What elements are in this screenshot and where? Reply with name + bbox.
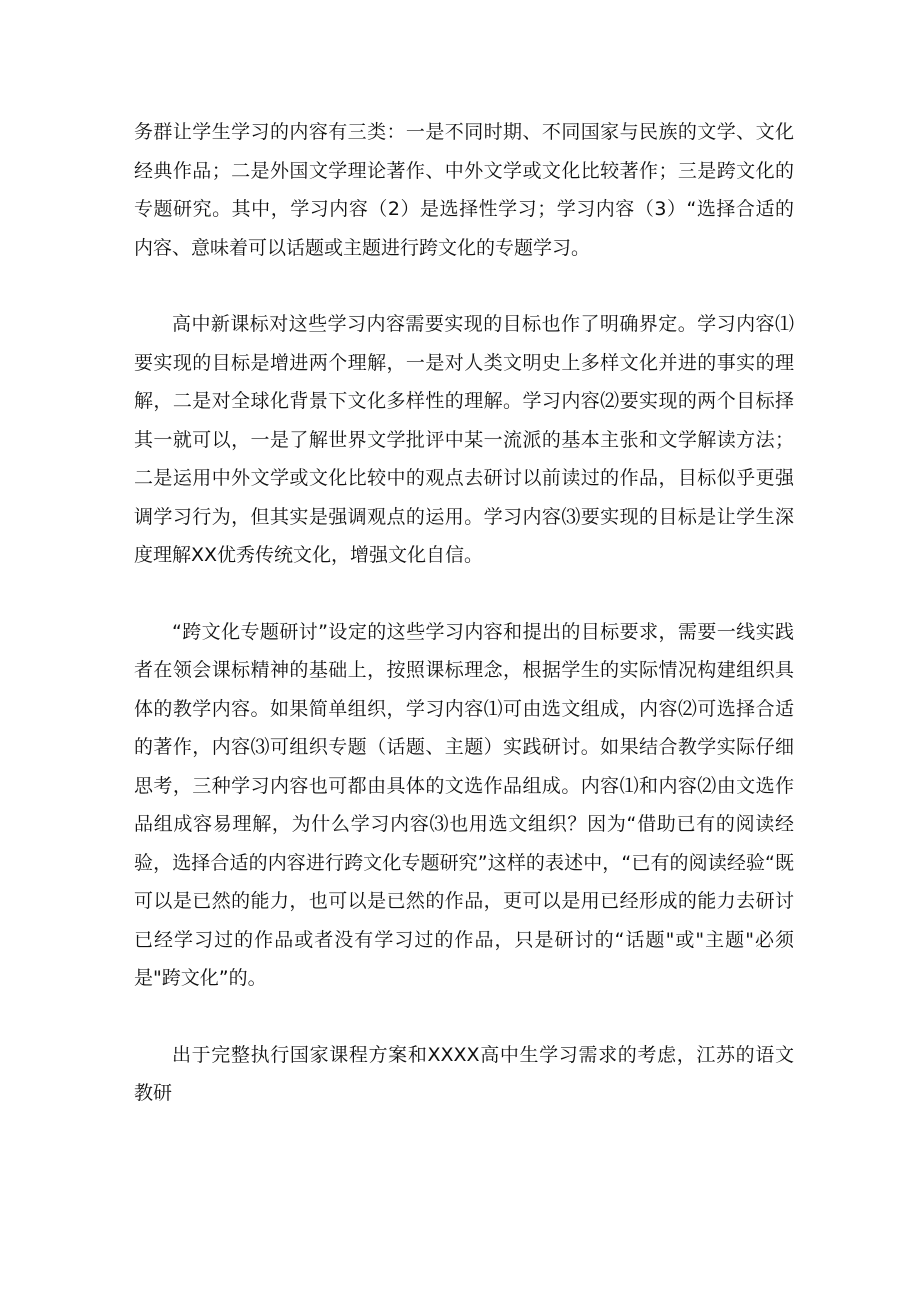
document-page xyxy=(134,113,794,1151)
paragraph-4: 出于完整执行国家课程方案和XXXX高中生学习需求的考虑，江苏的语文教研 xyxy=(134,1043,794,1104)
paragraph-3: “跨文化专题研讨”设定的这些学习内容和提出的目标要求，需要一线实践者在领会课标精神的基础上，按照课标理念，根据学生的实际情况构建组织具体的教学内容。如果简单组织，学习内容⑴可由选文组成，内容⑵可选择合适的著作，内容⑶可组织专题（话题、主题）实践研讨。如果结合教学实际仔细思考，三种学习内容也可都由具体的文选作品组成。内容⑴和内容⑵由文选作品组成容易理解，为什么学习内容⑶也用选文组织？因为“借助已有的阅读经验，选择合适的内容进行跨文化专题研究”这样的表述中，“已有的阅读经验“既可以是已然的能力，也可以是已然的作品，更可以是用已经形成的能力去研讨已经学习过的作品或者没有学习过的作品，只是研讨的“话题"或"主题"必须是"跨文化”的。 xyxy=(134,620,794,989)
paragraph-1: 务群让学生学习的内容有三类：一是不同时期、不同国家与民族的文学、文化经典作品；二是外国文学理论著作、中外文学或文化比较著作；三是跨文化的专题研究。其中，学习内容（2）是选择性学习；学习内容（3）“选择合适的内容、意味着可以话题或主题进行跨文化的专题学习。 xyxy=(134,121,794,259)
paragraph-2: 高中新课标对这些学习内容需要实现的目标也作了明确界定。学习内容⑴要实现的目标是增进两个理解，一是对人类文明史上多样文化并进的事实的理解，二是对全球化背景下文化多样性的理解。学习内容⑵要实现的两个目标择其一就可以，一是了解世界文学批评中某一流派的基本主张和文学解读方法；二是运用中外文学或文化比较中的观点去研讨以前读过的作品，目标似乎更强调学习行为，但其实是强调观点的运用。学习内容⑶要实现的目标是让学生深度理解XX优秀传统文化，增强文化自信。 xyxy=(134,313,794,566)
